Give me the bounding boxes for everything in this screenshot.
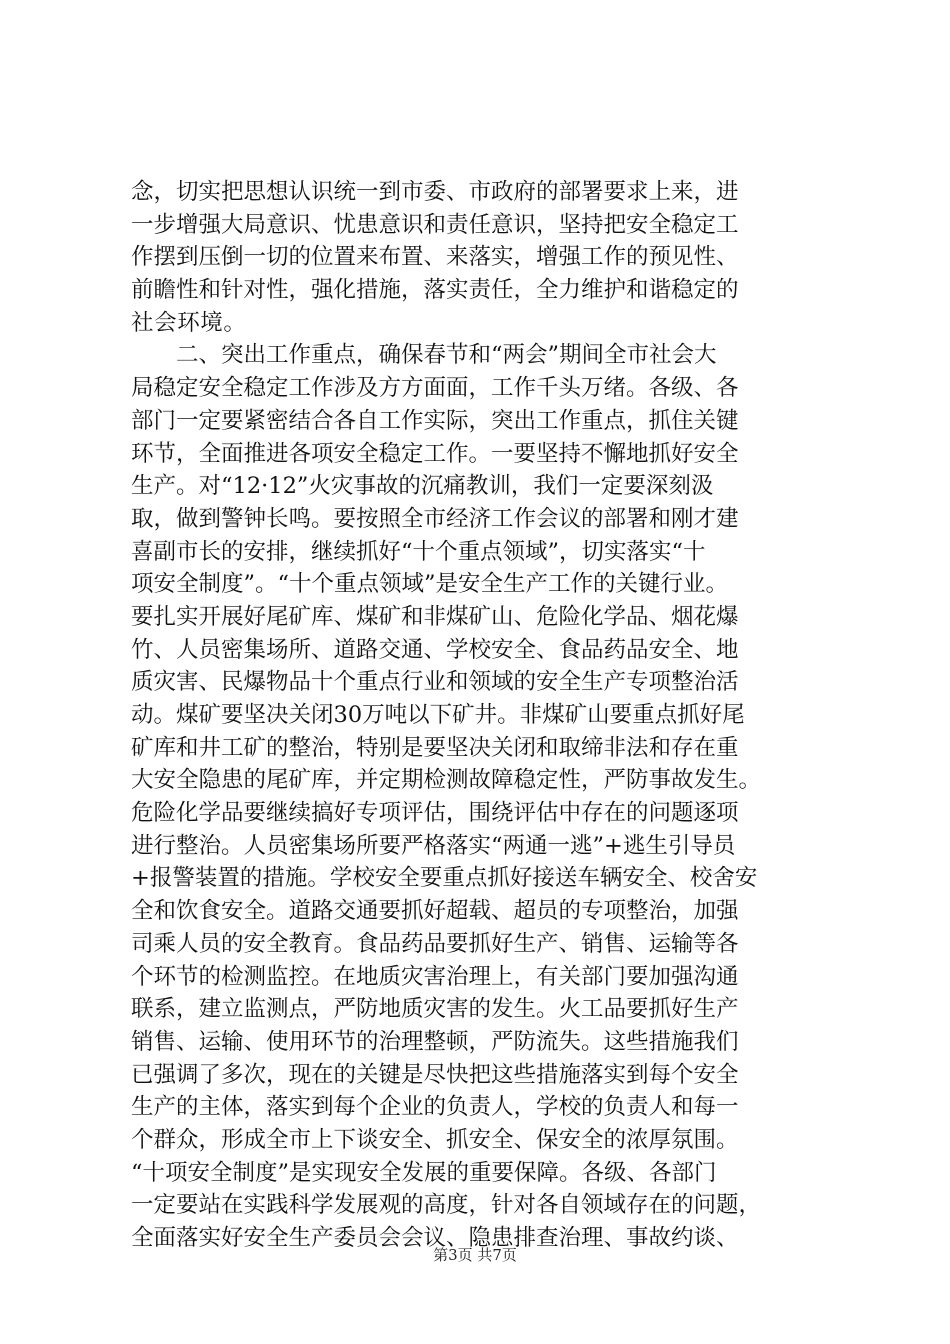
text-line: 司乘人员的安全教育。食品药品要抓好生产、销售、运输等各	[131, 930, 739, 957]
text-line: 一步增强大局意识、忧患意识和责任意识，坚持把安全稳定工	[131, 211, 739, 238]
text-line: +报警装置的措施。学校安全要重点抓好接送车辆安全、校舍安	[131, 865, 758, 892]
body-text	[131, 176, 831, 1255]
text-line: “十项安全制度”是实现安全发展的重要保障。各级、各部门	[131, 1159, 717, 1186]
text-line: 销售、运输、使用环节的治理整顿，严防流失。这些措施我们	[131, 1028, 739, 1055]
text-line: 竹、人员密集场所、道路交通、学校安全、食品药品安全、地	[131, 636, 739, 663]
text-line: 前瞻性和针对性，强化措施，落实责任，全力维护和谐稳定的	[131, 277, 739, 304]
text-line: 一定要站在实践科学发展观的高度，针对各自领域存在的问题，	[131, 1192, 762, 1219]
text-line: 喜副市长的安排，继续抓好“十个重点领域”，切实落实“十	[131, 538, 706, 565]
text-line: 要扎实开展好尾矿库、煤矿和非煤矿山、危险化学品、烟花爆	[131, 603, 739, 630]
text-line: 社会环境。	[131, 309, 247, 336]
text-line: 环节，全面推进各项安全稳定工作。一要坚持不懈地抓好安全	[131, 440, 739, 467]
text-line: 项安全制度”。“十个重点领域”是安全生产工作的关键行业。	[131, 571, 729, 598]
page-footer: 第3页 共7页	[433, 1246, 517, 1264]
text-line: 生产的主体，落实到每个企业的负责人，学校的负责人和每一	[131, 1094, 739, 1121]
text-line: 动。煤矿要坚决关闭30万吨以下矿井。非煤矿山要重点抓好尾	[131, 702, 745, 728]
text-line: 作摆到压倒一切的位置来布置、来落实，增强工作的预见性、	[131, 244, 739, 271]
text-line: 取，做到警钟长鸣。要按照全市经济工作会议的部署和刚才建	[131, 505, 739, 532]
text-line: 二、突出工作重点，确保春节和“两会”期间全市社会大	[131, 342, 717, 369]
text-line: 矿库和井工矿的整治，特别是要坚决关闭和取缔非法和存在重	[131, 734, 739, 761]
text-line: 大安全隐患的尾矿库，并定期检测故障稳定性，严防事故发生。	[131, 767, 762, 794]
text-line: 质灾害、民爆物品十个重点行业和领域的安全生产专项整治活	[131, 669, 739, 696]
text-line: 联系，建立监测点，严防地质灾害的发生。火工品要抓好生产	[131, 996, 739, 1023]
text-line: 局稳定安全稳定工作涉及方方面面，工作千头万绪。各级、各	[131, 375, 739, 402]
text-line: 进行整治。人员密集场所要严格落实“两通一逃”+逃生引导员	[131, 832, 736, 859]
text-line: 生产。对“12·12”火灾事故的沉痛教训，我们一定要深刻汲	[131, 473, 714, 500]
text-line: 部门一定要紧密结合各自工作实际，突出工作重点，抓住关键	[131, 407, 739, 434]
text-line: 全和饮食安全。道路交通要抓好超载、超员的专项整治，加强	[131, 898, 739, 925]
text-line: 个环节的检测监控。在地质灾害治理上，有关部门要加强沟通	[131, 963, 739, 990]
text-line: 已强调了多次，现在的关键是尽快把这些措施落实到每个安全	[131, 1061, 739, 1088]
text-line: 念，切实把思想认识统一到市委、市政府的部署要求上来，进	[131, 179, 739, 205]
text-line: 全面落实好安全生产委员会会议、隐患排查治理、事故约谈、	[131, 1225, 739, 1251]
text-line: 危险化学品要继续搞好专项评估，围绕评估中存在的问题逐项	[131, 800, 739, 827]
text-line: 个群众，形成全市上下谈安全、抓安全、保安全的浓厚氛围。	[131, 1126, 739, 1153]
